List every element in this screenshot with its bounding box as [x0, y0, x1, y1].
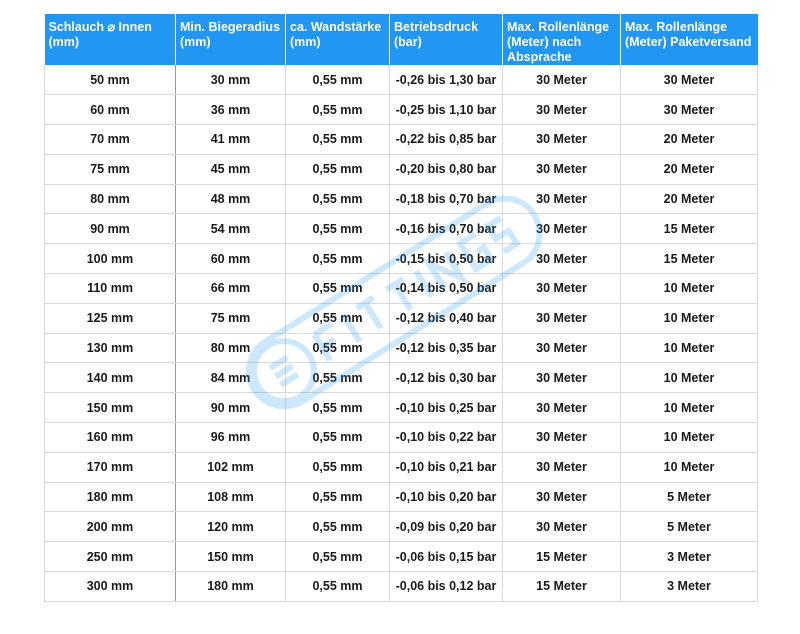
spec-table-container [44, 14, 757, 602]
cell-roll-length-parcel: 10 Meter [621, 333, 758, 363]
hose-spec-table [44, 14, 758, 602]
cell-inner-diameter: 170 mm [45, 452, 176, 482]
table-row [45, 95, 758, 125]
cell-inner-diameter: 75 mm [45, 154, 176, 184]
cell-inner-diameter: 110 mm [45, 274, 176, 304]
table-row [45, 393, 758, 423]
table-row [45, 244, 758, 274]
table-row [45, 512, 758, 542]
cell-inner-diameter: 180 mm [45, 482, 176, 512]
cell-bend-radius: 45 mm [176, 154, 286, 184]
cell-wall-thickness: 0,55 mm [286, 214, 390, 244]
cell-operating-pressure: -0,06 bis 0,12 bar [390, 572, 503, 602]
cell-roll-length-parcel: 10 Meter [621, 274, 758, 304]
cell-bend-radius: 48 mm [176, 184, 286, 214]
cell-wall-thickness: 0,55 mm [286, 244, 390, 274]
table-row [45, 333, 758, 363]
cell-roll-length-on-request: 30 Meter [503, 482, 621, 512]
table-row [45, 452, 758, 482]
cell-wall-thickness: 0,55 mm [286, 512, 390, 542]
cell-bend-radius: 30 mm [176, 65, 286, 95]
cell-roll-length-on-request: 30 Meter [503, 512, 621, 542]
cell-wall-thickness: 0,55 mm [286, 423, 390, 453]
cell-inner-diameter: 70 mm [45, 125, 176, 155]
table-row [45, 303, 758, 333]
header-inner-diameter: Schlauch ⌀ Innen (mm) [45, 14, 176, 65]
cell-bend-radius: 120 mm [176, 512, 286, 542]
cell-wall-thickness: 0,55 mm [286, 274, 390, 304]
table-row [45, 542, 758, 572]
cell-inner-diameter: 200 mm [45, 512, 176, 542]
cell-operating-pressure: -0,06 bis 0,15 bar [390, 542, 503, 572]
header-wall-thickness: ca. Wandstärke (mm) [286, 14, 390, 65]
cell-bend-radius: 36 mm [176, 95, 286, 125]
cell-roll-length-on-request: 30 Meter [503, 393, 621, 423]
cell-inner-diameter: 100 mm [45, 244, 176, 274]
cell-operating-pressure: -0,25 bis 1,10 bar [390, 95, 503, 125]
table-row [45, 125, 758, 155]
table-row [45, 214, 758, 244]
cell-roll-length-parcel: 5 Meter [621, 512, 758, 542]
table-row [45, 423, 758, 453]
cell-roll-length-parcel: 30 Meter [621, 95, 758, 125]
cell-roll-length-on-request: 30 Meter [503, 274, 621, 304]
cell-roll-length-parcel: 20 Meter [621, 184, 758, 214]
header-row [45, 14, 758, 65]
cell-roll-length-on-request: 15 Meter [503, 542, 621, 572]
cell-operating-pressure: -0,18 bis 0,70 bar [390, 184, 503, 214]
cell-inner-diameter: 130 mm [45, 333, 176, 363]
header-max-roll-length-parcel: Max. Rollenlänge (Meter) Paketversand [621, 14, 758, 65]
cell-operating-pressure: -0,14 bis 0,50 bar [390, 274, 503, 304]
cell-roll-length-on-request: 30 Meter [503, 333, 621, 363]
cell-bend-radius: 54 mm [176, 214, 286, 244]
cell-operating-pressure: -0,12 bis 0,35 bar [390, 333, 503, 363]
cell-bend-radius: 80 mm [176, 333, 286, 363]
cell-roll-length-on-request: 30 Meter [503, 303, 621, 333]
cell-bend-radius: 96 mm [176, 423, 286, 453]
cell-roll-length-parcel: 3 Meter [621, 542, 758, 572]
cell-inner-diameter: 140 mm [45, 363, 176, 393]
cell-wall-thickness: 0,55 mm [286, 333, 390, 363]
cell-bend-radius: 66 mm [176, 274, 286, 304]
cell-inner-diameter: 250 mm [45, 542, 176, 572]
cell-wall-thickness: 0,55 mm [286, 363, 390, 393]
cell-roll-length-on-request: 30 Meter [503, 214, 621, 244]
cell-bend-radius: 84 mm [176, 363, 286, 393]
table-row [45, 482, 758, 512]
cell-operating-pressure: -0,10 bis 0,25 bar [390, 393, 503, 423]
cell-roll-length-parcel: 20 Meter [621, 154, 758, 184]
cell-roll-length-on-request: 15 Meter [503, 572, 621, 602]
table-row [45, 572, 758, 602]
cell-inner-diameter: 160 mm [45, 423, 176, 453]
cell-operating-pressure: -0,26 bis 1,30 bar [390, 65, 503, 95]
cell-bend-radius: 108 mm [176, 482, 286, 512]
cell-wall-thickness: 0,55 mm [286, 572, 390, 602]
cell-bend-radius: 75 mm [176, 303, 286, 333]
cell-roll-length-parcel: 10 Meter [621, 303, 758, 333]
header-operating-pressure: Betriebsdruck (bar) [390, 14, 503, 65]
table-body [45, 65, 758, 601]
cell-inner-diameter: 50 mm [45, 65, 176, 95]
cell-bend-radius: 60 mm [176, 244, 286, 274]
cell-operating-pressure: -0,20 bis 0,80 bar [390, 154, 503, 184]
cell-bend-radius: 90 mm [176, 393, 286, 423]
cell-roll-length-parcel: 10 Meter [621, 393, 758, 423]
cell-roll-length-on-request: 30 Meter [503, 125, 621, 155]
cell-operating-pressure: -0,09 bis 0,20 bar [390, 512, 503, 542]
cell-roll-length-on-request: 30 Meter [503, 184, 621, 214]
header-bend-radius: Min. Biegeradius (mm) [176, 14, 286, 65]
cell-roll-length-on-request: 30 Meter [503, 244, 621, 274]
cell-inner-diameter: 300 mm [45, 572, 176, 602]
cell-roll-length-on-request: 30 Meter [503, 154, 621, 184]
header-max-roll-length-on-request: Max. Rollenlänge (Meter) nach Absprache [503, 14, 621, 65]
cell-wall-thickness: 0,55 mm [286, 184, 390, 214]
cell-wall-thickness: 0,55 mm [286, 154, 390, 184]
cell-operating-pressure: -0,12 bis 0,30 bar [390, 363, 503, 393]
cell-roll-length-parcel: 10 Meter [621, 452, 758, 482]
cell-wall-thickness: 0,55 mm [286, 125, 390, 155]
cell-wall-thickness: 0,55 mm [286, 65, 390, 95]
cell-bend-radius: 180 mm [176, 572, 286, 602]
cell-bend-radius: 150 mm [176, 542, 286, 572]
table-row [45, 363, 758, 393]
table-row [45, 154, 758, 184]
table-row [45, 184, 758, 214]
cell-roll-length-parcel: 5 Meter [621, 482, 758, 512]
cell-roll-length-on-request: 30 Meter [503, 452, 621, 482]
cell-roll-length-on-request: 30 Meter [503, 65, 621, 95]
cell-wall-thickness: 0,55 mm [286, 482, 390, 512]
cell-inner-diameter: 150 mm [45, 393, 176, 423]
cell-operating-pressure: -0,15 bis 0,50 bar [390, 244, 503, 274]
cell-roll-length-on-request: 30 Meter [503, 363, 621, 393]
table-row [45, 65, 758, 95]
cell-wall-thickness: 0,55 mm [286, 303, 390, 333]
cell-operating-pressure: -0,16 bis 0,70 bar [390, 214, 503, 244]
cell-roll-length-on-request: 30 Meter [503, 423, 621, 453]
table-row [45, 274, 758, 304]
cell-operating-pressure: -0,10 bis 0,22 bar [390, 423, 503, 453]
cell-roll-length-parcel: 10 Meter [621, 423, 758, 453]
cell-wall-thickness: 0,55 mm [286, 542, 390, 572]
cell-wall-thickness: 0,55 mm [286, 95, 390, 125]
cell-wall-thickness: 0,55 mm [286, 452, 390, 482]
cell-operating-pressure: -0,10 bis 0,20 bar [390, 482, 503, 512]
cell-bend-radius: 41 mm [176, 125, 286, 155]
cell-inner-diameter: 60 mm [45, 95, 176, 125]
cell-bend-radius: 102 mm [176, 452, 286, 482]
cell-inner-diameter: 90 mm [45, 214, 176, 244]
table-header [45, 14, 758, 65]
cell-roll-length-parcel: 15 Meter [621, 214, 758, 244]
cell-roll-length-on-request: 30 Meter [503, 95, 621, 125]
cell-roll-length-parcel: 20 Meter [621, 125, 758, 155]
cell-roll-length-parcel: 10 Meter [621, 363, 758, 393]
cell-inner-diameter: 125 mm [45, 303, 176, 333]
cell-wall-thickness: 0,55 mm [286, 393, 390, 423]
cell-roll-length-parcel: 3 Meter [621, 572, 758, 602]
cell-operating-pressure: -0,12 bis 0,40 bar [390, 303, 503, 333]
cell-operating-pressure: -0,10 bis 0,21 bar [390, 452, 503, 482]
cell-roll-length-parcel: 15 Meter [621, 244, 758, 274]
cell-inner-diameter: 80 mm [45, 184, 176, 214]
cell-roll-length-parcel: 30 Meter [621, 65, 758, 95]
cell-operating-pressure: -0,22 bis 0,85 bar [390, 125, 503, 155]
